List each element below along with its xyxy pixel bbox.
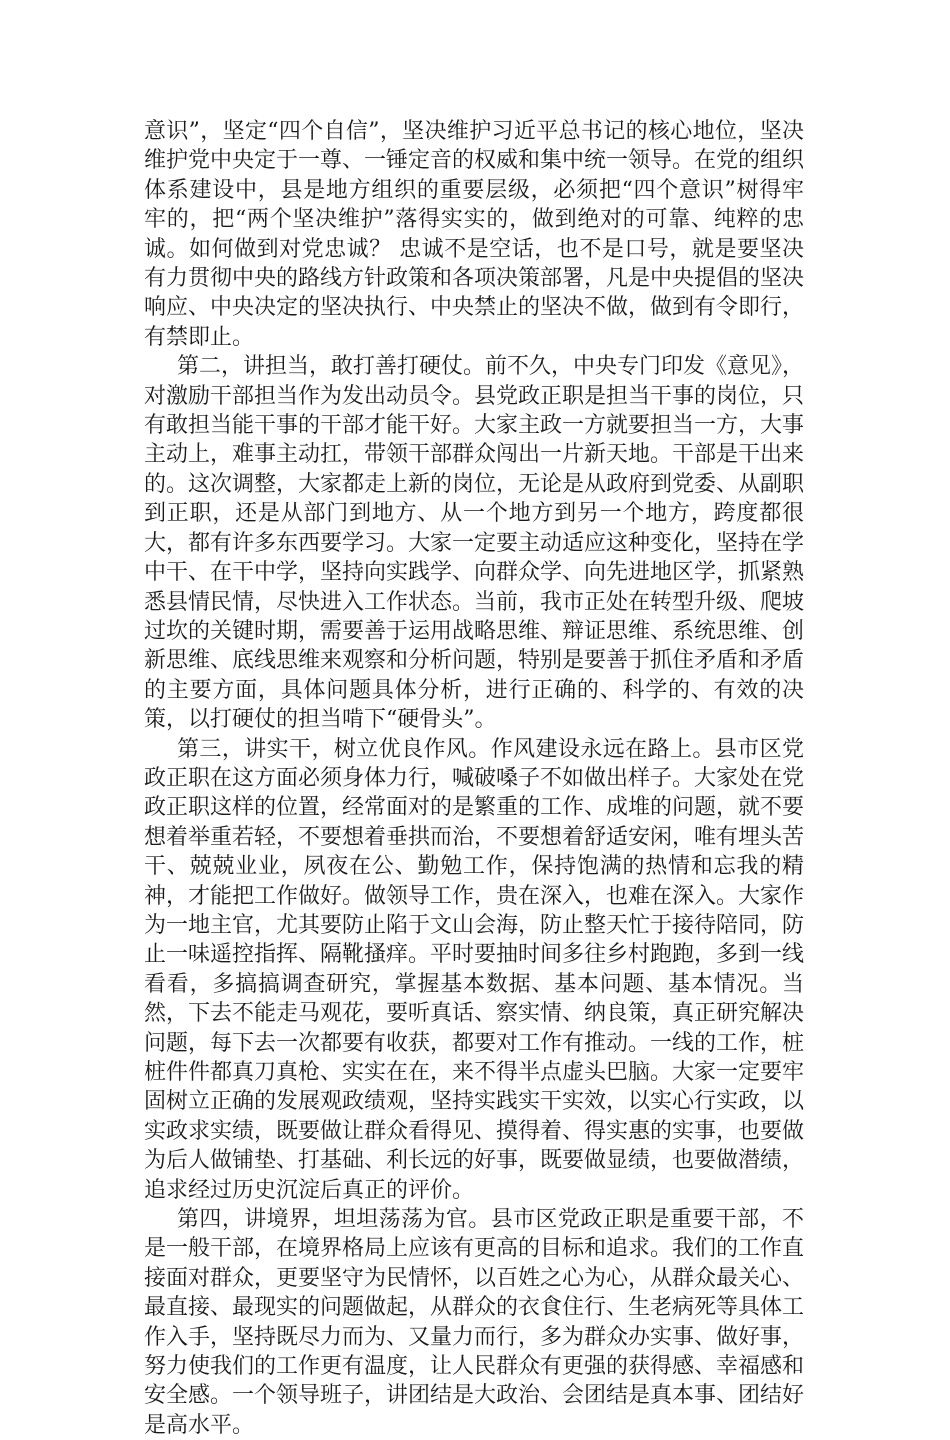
paragraph-continued: 意识”，坚定“四个自信”，坚决维护习近平总书记的核心地位，坚决维护党中央定于一尊、一锤定音的权威和集中统一领导。在党的组织体系建设中，县是地方组织的重要层级，必须把“四个意识”树得牢牢的，把“两个坚决维护”落得实实的，做到绝对的可靠、纯粹的忠诚。如何做到对党忠诚？ 忠诚不是空话，也不是口号，就是要坚决有力贯彻中央的路线方针政策和各项决策部署，凡是中央提倡的坚决响应、中央决定的坚决执行、中央禁止的坚决不做，做到有令即行，有禁即止。 [144,119,805,350]
paragraph-fourth-realm: 第四，讲境界，坦坦荡荡为官。县市区党政正职是重要干部，不是一般干部，在境界格局上应该有更高的目标和追求。我们的工作直接面对群众，更要坚守为民情怀，以百姓之心为心，从群众最关心、最直接、最现实的问题做起，从群众的衣食住行、生老病死等具体工作入手，坚持既尽力而为、又量力而行，多为群众办实事、做好事，努力使我们的工作更有温度，让人民群众有更强的获得感、幸福感和安全感。一个领导班子，讲团结是大政治、会团结是真本事、团结好是高水平。 [144,1207,805,1438]
paragraph-second-responsibility: 第二，讲担当，敢打善打硬仗。前不久，中央专门印发《意见》，对激励干部担当作为发出动员令。县党政正职是担当干事的岗位，只有敢担当能干事的干部才能干好。大家主政一方就要担当一方，大事主动上，难事主动扛，带领干部群众闯出一片新天地。干部是干出来的。这次调整，大家都走上新的岗位，无论是从政府到党委、从副职到正职，还是从部门到地方、从一个地方到另一个地方，跨度都很大，都有许多东西要学习。大家一定要主动适应这种变化，坚持在学中干、在干中学，坚持向实践学、向群众学、向先进地区学，抓紧熟悉县情民情，尽快进入工作状态。当前，我市正处在转型升级、爬坡过坎的关键时期，需要善于运用战略思维、辩证思维、系统思维、创新思维、底线思维来观察和分析问题，特别是要善于抓住矛盾和矛盾的主要方面，具体问题具体分析，进行正确的、科学的、有效的决策，以打硬仗的担当啃下“硬骨头”。 [144,354,805,733]
paragraph-third-hard-work: 第三，讲实干，树立优良作风。作风建设永远在路上。县市区党政正职在这方面必须身体力行，喊破嗓子不如做出样子。大家处在党政正职这样的位置，经常面对的是繁重的工作、成堆的问题，就不要想着举重若轻，不要想着垂拱而治，不要想着舒适安闲，唯有埋头苦干、兢兢业业，夙夜在公、勤勉工作，保持饱满的热情和忘我的精神，才能把工作做好。做领导工作，贵在深入，也难在深入。大家作为一地主官，尤其要防止陷于文山会海，防止整天忙于接待陪同，防止一味遥控指挥、隔靴搔痒。平时要抽时间多往乡村跑跑，多到一线看看，多搞搞调查研究，掌握基本数据、基本问题、基本情况。当然，下去不能走马观花，要听真话、察实情、纳良策，真正研究解决问题，每下去一次都要有收获，都要对工作有推动。一线的工作，桩桩件件都真刀真枪、实实在在，来不得半点虚头巴脑。大家一定要牢固树立正确的发展观政绩观，坚持实践实干实效，以实心行实政，以实政求实绩，既要做让群众看得见、摸得着、得实惠的实事，也要做为后人做铺垫、打基础、利长远的好事，既要做显绩，也要做潜绩，追求经过历史沉淀后真正的评价。 [144,736,805,1203]
document-body [144,117,804,1440]
